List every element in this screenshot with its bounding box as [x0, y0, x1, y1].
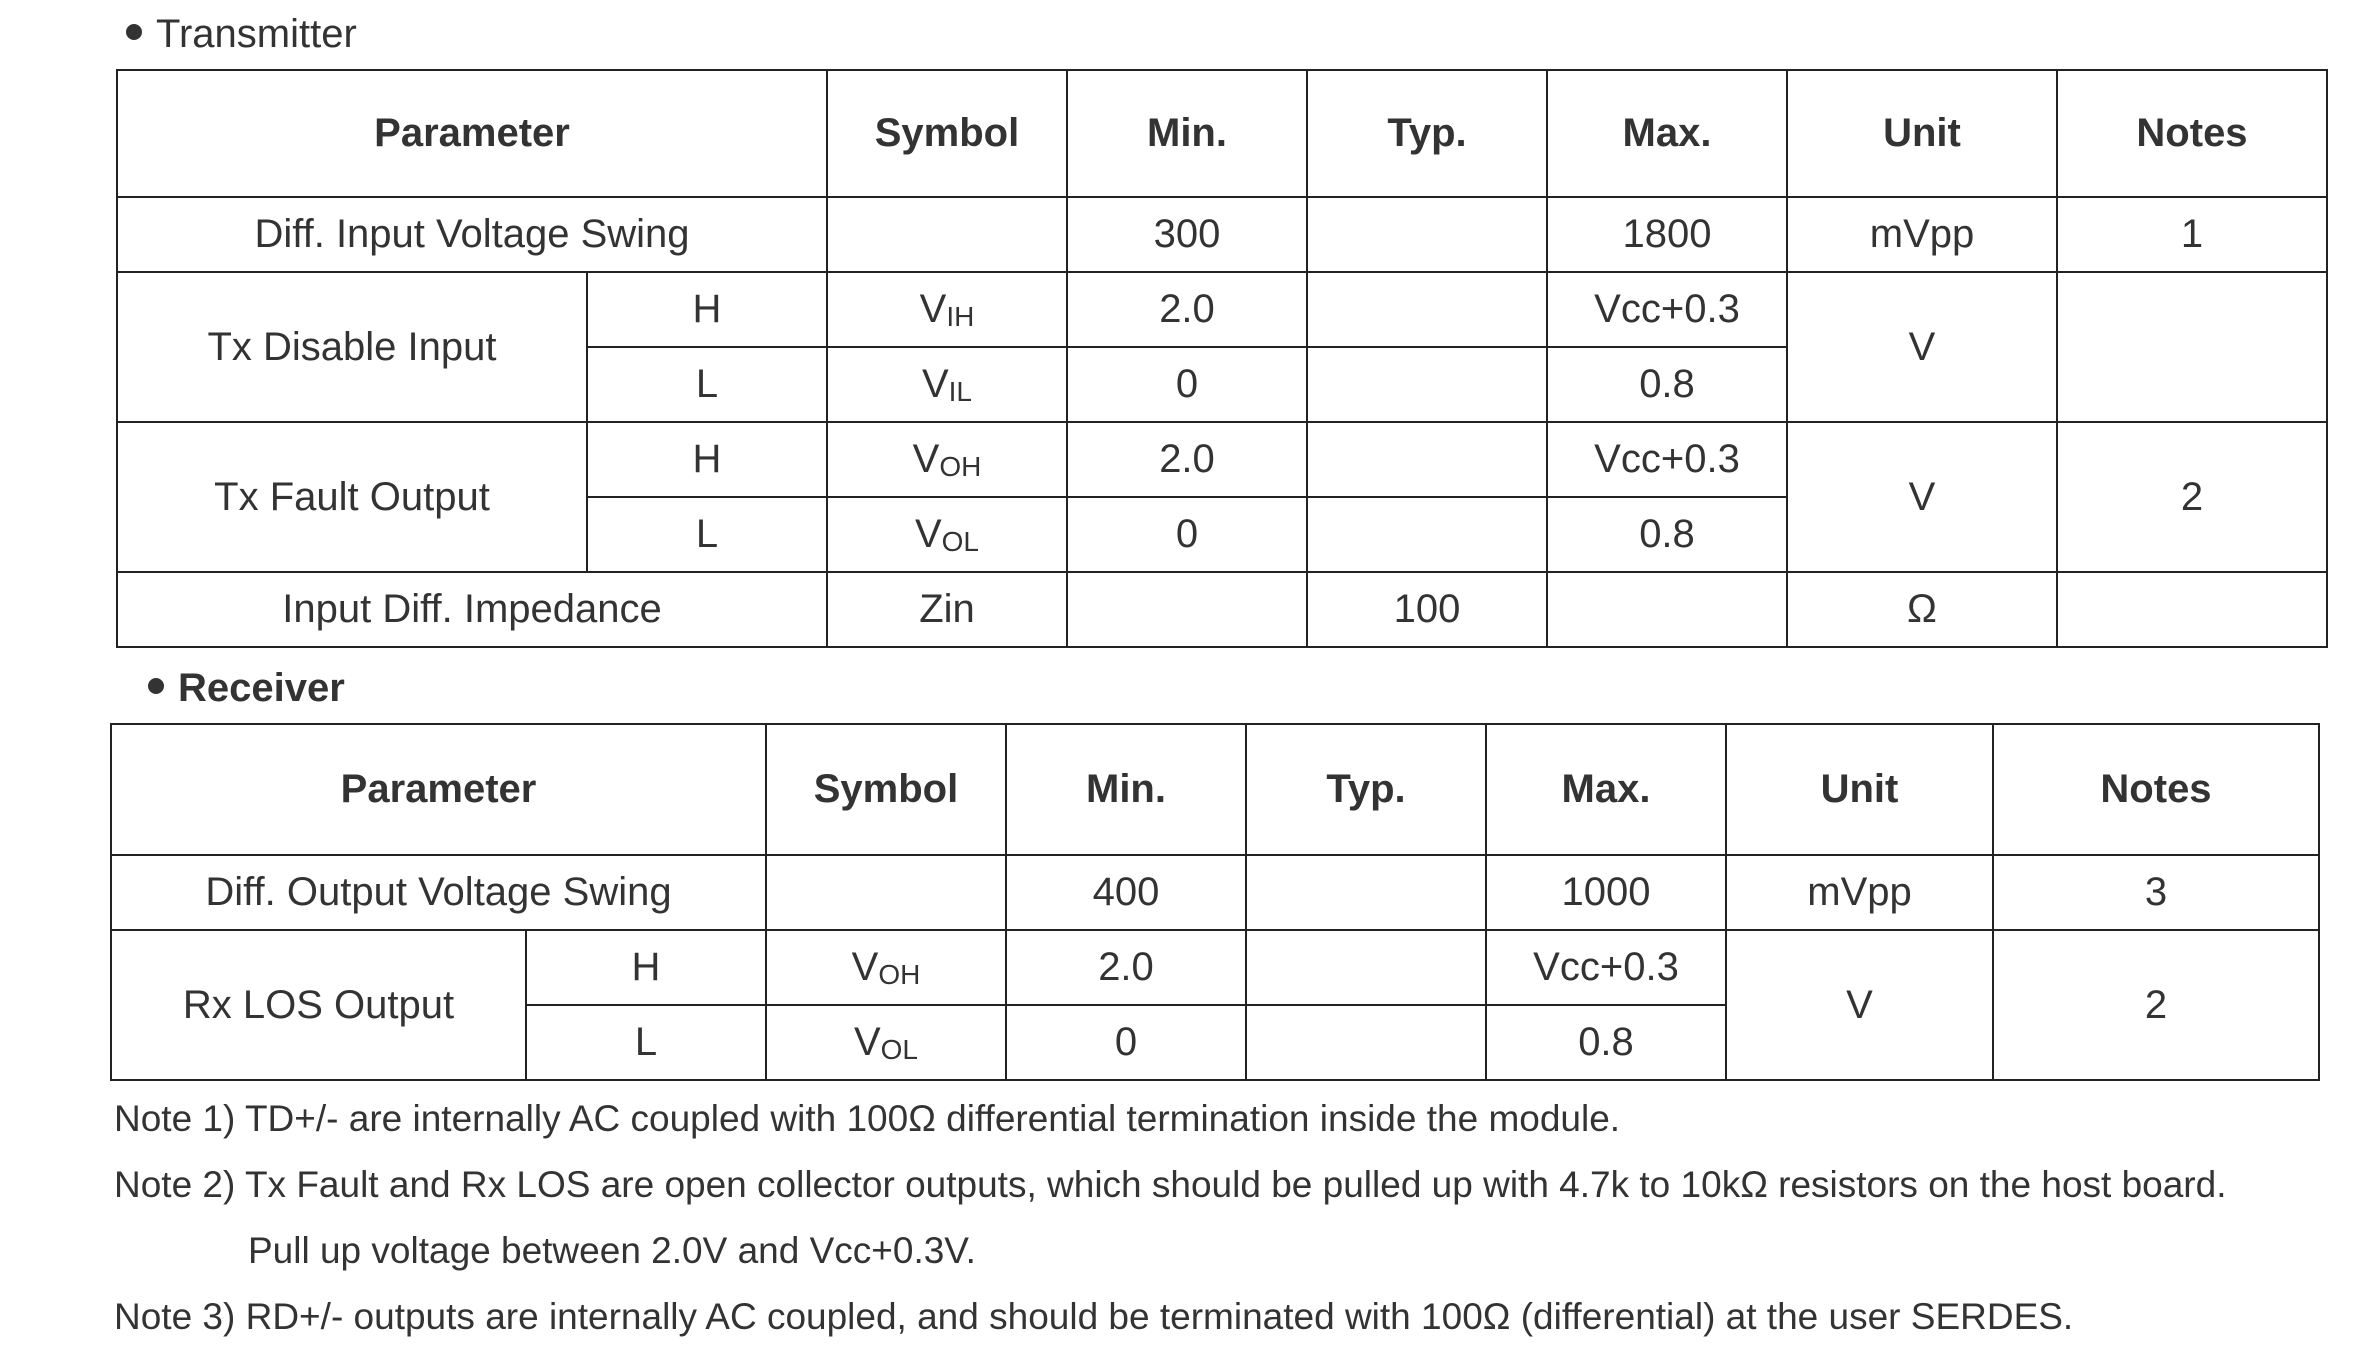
symbol-cell [827, 272, 1067, 347]
min-cell: 2.0 [1006, 930, 1246, 1005]
min-cell [1067, 572, 1307, 647]
typ-cell [1246, 855, 1486, 930]
header-notes: Notes [1993, 724, 2319, 855]
transmitter-table [116, 69, 2328, 648]
symbol-sub: OH [939, 450, 982, 482]
header-symbol: Symbol [766, 724, 1006, 855]
symbol-cell [827, 347, 1067, 422]
min-cell: 0 [1067, 497, 1307, 572]
symbol-main: V [921, 361, 949, 406]
unit-cell: Ω [1787, 572, 2057, 647]
unit-cell: mVpp [1726, 855, 1993, 930]
symbol-sub: OL [880, 1033, 919, 1065]
symbol-sub: OL [941, 525, 980, 557]
unit-cell: V [1726, 930, 1993, 1080]
notes-cell: 1 [2057, 197, 2327, 272]
max-cell: Vcc+0.3 [1486, 930, 1726, 1005]
param-diff-input: Diff. Input Voltage Swing [117, 197, 827, 272]
notes-cell: 2 [1993, 930, 2319, 1080]
param-tx-disable: Tx Disable Input [117, 272, 587, 422]
notes-cell: 2 [2057, 422, 2327, 572]
unit-cell: mVpp [1787, 197, 2057, 272]
typ-cell [1246, 1005, 1486, 1080]
min-cell: 0 [1067, 347, 1307, 422]
min-cell: 400 [1006, 855, 1246, 930]
transmitter-title: Transmitter [156, 12, 357, 56]
typ-cell [1307, 422, 1547, 497]
symbol-cell [766, 930, 1006, 1005]
note-2: Note 2) Tx Fault and Rx LOS are open collector outputs, which should be pulled up with 4.7k to 10kΩ resistors on the host board. [114, 1164, 2227, 1205]
param-input-impedance: Input Diff. Impedance [117, 572, 827, 647]
notes-section [114, 1086, 2227, 1350]
note-2-continuation: Pull up voltage between 2.0V and Vcc+0.3V. [248, 1230, 976, 1271]
table-row [111, 930, 2319, 1005]
max-cell: 0.8 [1547, 347, 1787, 422]
receiver-title: Receiver [178, 666, 345, 710]
symbol-main: V [851, 944, 879, 989]
min-cell: 2.0 [1067, 272, 1307, 347]
level-cell: H [587, 272, 827, 347]
receiver-table [110, 723, 2320, 1081]
header-parameter: Parameter [117, 70, 827, 197]
param-rx-los: Rx LOS Output [111, 930, 526, 1080]
level-cell: H [587, 422, 827, 497]
header-parameter: Parameter [111, 724, 766, 855]
header-unit: Unit [1726, 724, 1993, 855]
symbol-sub: IH [946, 300, 975, 332]
header-unit: Unit [1787, 70, 2057, 197]
header-max: Max. [1547, 70, 1787, 197]
table-row [117, 272, 2327, 347]
max-cell: 1000 [1486, 855, 1726, 930]
table-row [117, 422, 2327, 497]
typ-cell [1307, 347, 1547, 422]
min-cell: 300 [1067, 197, 1307, 272]
bullet-icon [148, 678, 164, 694]
unit-cell: V [1787, 422, 2057, 572]
notes-cell [2057, 272, 2327, 422]
bullet-icon [126, 24, 142, 40]
note-1: Note 1) TD+/- are internally AC coupled with 100Ω differential termination inside the module. [114, 1098, 1621, 1139]
symbol-sub: IL [948, 375, 973, 407]
max-cell: 0.8 [1486, 1005, 1726, 1080]
typ-cell [1307, 272, 1547, 347]
table-header-row [117, 70, 2327, 197]
level-cell: L [526, 1005, 766, 1080]
notes-cell [2057, 572, 2327, 647]
param-tx-fault: Tx Fault Output [117, 422, 587, 572]
min-cell: 0 [1006, 1005, 1246, 1080]
symbol-cell: Zin [827, 572, 1067, 647]
param-diff-output: Diff. Output Voltage Swing [111, 855, 766, 930]
symbol-cell [827, 197, 1067, 272]
note-3: Note 3) RD+/- outputs are internally AC coupled, and should be terminated with 100Ω (differential) at the user SERDES. [114, 1296, 2074, 1337]
unit-cell: V [1787, 272, 2057, 422]
table-header-row [111, 724, 2319, 855]
typ-cell: 100 [1307, 572, 1547, 647]
typ-cell [1307, 497, 1547, 572]
header-min: Min. [1067, 70, 1307, 197]
max-cell: 1800 [1547, 197, 1787, 272]
max-cell [1547, 572, 1787, 647]
header-typ: Typ. [1246, 724, 1486, 855]
symbol-cell [766, 855, 1006, 930]
level-cell: L [587, 347, 827, 422]
typ-cell [1307, 197, 1547, 272]
max-cell: Vcc+0.3 [1547, 422, 1787, 497]
max-cell: 0.8 [1547, 497, 1787, 572]
receiver-heading [148, 668, 345, 708]
header-max: Max. [1486, 724, 1726, 855]
typ-cell [1246, 930, 1486, 1005]
symbol-cell [827, 497, 1067, 572]
level-cell: L [587, 497, 827, 572]
symbol-cell [766, 1005, 1006, 1080]
header-symbol: Symbol [827, 70, 1067, 197]
level-cell: H [526, 930, 766, 1005]
symbol-main: V [912, 436, 940, 481]
symbol-cell [827, 422, 1067, 497]
header-typ: Typ. [1307, 70, 1547, 197]
transmitter-heading [126, 14, 357, 54]
max-cell: Vcc+0.3 [1547, 272, 1787, 347]
table-row [117, 197, 2327, 272]
table-row [117, 572, 2327, 647]
min-cell: 2.0 [1067, 422, 1307, 497]
symbol-main: V [853, 1019, 881, 1064]
symbol-main: V [914, 511, 942, 556]
notes-cell: 3 [1993, 855, 2319, 930]
symbol-main: V [919, 286, 947, 331]
header-notes: Notes [2057, 70, 2327, 197]
symbol-sub: OH [878, 958, 921, 990]
table-row [111, 855, 2319, 930]
header-min: Min. [1006, 724, 1246, 855]
